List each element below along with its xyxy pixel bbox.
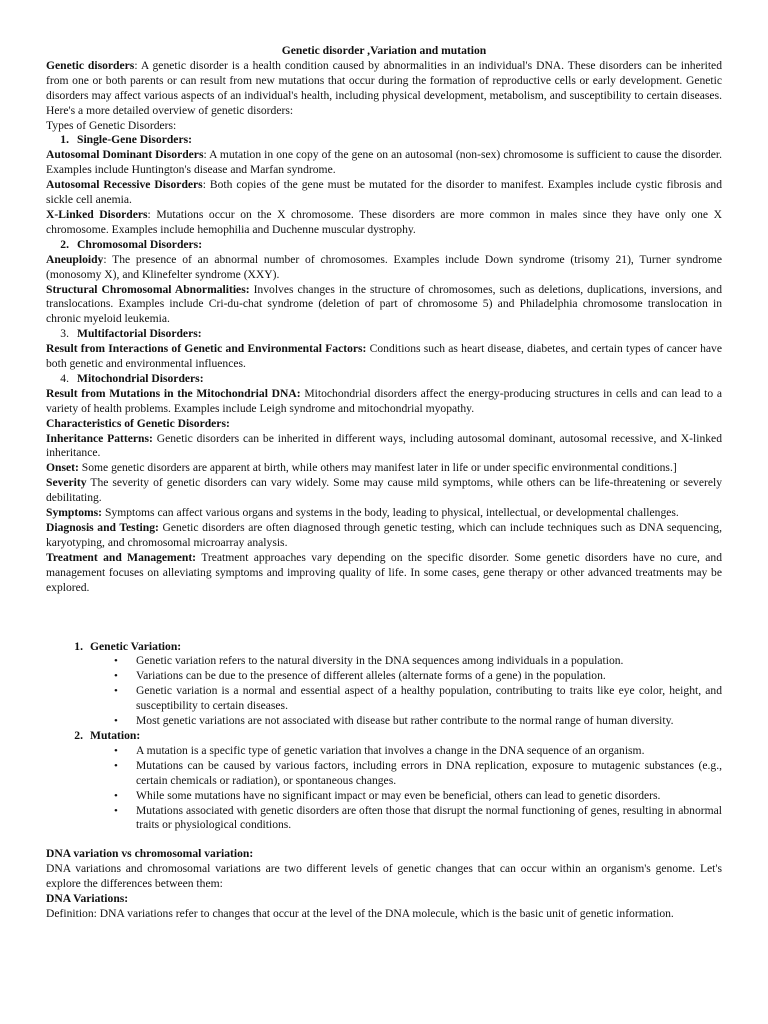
type4-heading	[46, 372, 722, 387]
characteristic-item	[46, 461, 722, 476]
type3-number: 3.	[60, 327, 69, 341]
dna-variations-heading: DNA Variations:	[46, 892, 129, 906]
type4-number: 4.	[60, 371, 69, 385]
type2-label: Chromosomal Disorders:	[77, 237, 203, 251]
type3-item	[46, 342, 722, 372]
type3-item-text: Conditions such as heart disease, diabetes, and certain types of cancer have both genetic and environmental influences.	[46, 342, 722, 371]
characteristic-item	[46, 506, 722, 521]
list-item	[112, 684, 722, 714]
characteristic-item	[46, 432, 722, 462]
type2-item-term: Aneuploidy	[46, 252, 104, 266]
bullet-icon: •	[114, 715, 118, 728]
characteristic-text: Symptoms can affect various organs and systems in the body, leading to physical, intellectual, or developmental challenges.	[102, 506, 679, 520]
bullet-text: Variations can be due to the presence of different alleles (alternate forms of a gene) in the population.	[136, 669, 606, 683]
type3-heading	[46, 327, 722, 342]
list-item	[112, 789, 722, 804]
dna-variations-definition: Definition: DNA variations refer to changes that occur at the level of the DNA molecule, which is the basic unit of genetic information.	[46, 906, 674, 920]
bullet-text: Most genetic variations are not associated with disease but rather contribute to the normal range of human diversity.	[136, 714, 674, 728]
type2-item-text: Involves changes in the structure of chromosomes, such as deletions, duplications, inversions, and translocations. Examples include Cri-du-chat syndrome (deletion of part of chromosome 5) and Philadelphia chromosome translocation in chronic myeloid leukemia.	[46, 282, 722, 326]
bullet-text: Mutations associated with genetic disorders are often those that disrupt the normal functioning of genes, resulting in abnormal traits or physiological conditions.	[136, 803, 722, 832]
type1-item-text: : Both copies of the gene must be mutated for the disorder to manifest. Examples include cystic fibrosis and sickle cell anemia.	[46, 178, 722, 207]
list-item	[112, 744, 722, 759]
characteristic-term: Inheritance Patterns:	[46, 431, 153, 445]
section-spacer	[46, 833, 722, 847]
type1-item	[46, 208, 722, 238]
type2-item-text: : The presence of an abnormal number of chromosomes. Examples include Down syndrome (trisomy 21), Turner syndrome (monosomy X), and Klinefelter syndrome (XXY).	[46, 252, 722, 281]
document-page	[46, 44, 722, 922]
bullet-text: Genetic variation is a normal and essential aspect of a healthy population, contributing to traits like eye color, height, and susceptibility to certain diseases.	[136, 684, 722, 713]
comparison-heading: DNA variation vs chromosomal variation:	[46, 847, 254, 861]
variation-label: Genetic Variation:	[90, 639, 182, 653]
list-item	[112, 759, 722, 789]
section-spacer	[46, 596, 722, 640]
characteristic-term: Symptoms:	[46, 506, 103, 520]
variation-bullet-list	[46, 654, 722, 729]
bullet-text: While some mutations have no significant impact or may even be beneficial, others can lead to genetic disorders.	[136, 788, 661, 802]
type1-item	[46, 178, 722, 208]
type1-number: 1.	[60, 133, 69, 147]
type2-number: 2.	[60, 237, 69, 251]
types-heading: Types of Genetic Disorders:	[46, 118, 177, 132]
intro-term: Genetic disorders	[46, 58, 135, 72]
characteristic-text: The severity of genetic disorders can vary widely. Some may cause mild symptoms, while others can be life-threatening or severely debilitating.	[46, 476, 722, 505]
type4-item	[46, 387, 722, 417]
characteristic-text: Some genetic disorders are apparent at birth, while others may manifest later in life or under specific environmental conditions.]	[78, 461, 677, 475]
type4-item-text: Mitochondrial disorders affect the energy-producing structures in cells and can lead to a variety of health problems. Examples include Leigh syndrome and mitochondrial myopathy.	[46, 386, 722, 415]
characteristic-term: Onset:	[46, 461, 79, 475]
bullet-icon: •	[114, 744, 118, 757]
type1-item-term: Autosomal Recessive Disorders	[46, 178, 203, 192]
type1-heading	[46, 133, 722, 148]
list-item	[112, 654, 722, 669]
bullet-text: A mutation is a specific type of genetic variation that involves a change in the DNA sequence of an organism.	[136, 743, 645, 757]
type1-item-term: Autosomal Dominant Disorders	[46, 148, 204, 162]
type4-item-term: Result from Mutations in the Mitochondrial DNA:	[46, 386, 301, 400]
type4-label: Mitochondrial Disorders:	[77, 371, 204, 385]
bullet-icon: •	[114, 759, 118, 772]
comparison-paragraph: DNA variations and chromosomal variations are two different levels of genetic changes that can occur within an organism's genome. Let's explore the differences between them:	[46, 862, 722, 891]
mutation-number: 2.	[74, 728, 83, 742]
bullet-icon: •	[114, 670, 118, 683]
list-item	[112, 714, 722, 729]
mutation-heading	[46, 729, 722, 744]
characteristic-text: Genetic disorders are often diagnosed through genetic testing, which can include techniques such as DNA sequencing, karyotyping, and chromosomal microarray analysis.	[46, 521, 722, 549]
mutation-bullet-list	[46, 744, 722, 833]
characteristic-term: Severity	[46, 476, 87, 490]
bullet-icon: •	[114, 685, 118, 698]
intro-text: : A genetic disorder is a health condition caused by abnormalities in an individual's DNA. These disorders can be inherited from one or both parents or can result from new mutations that occur during the formation of reproductive cells or early development. Genetic disorders may affect various aspects of an individual's health, including physical development, metabolism, and susceptibility to certain diseases. Here's a more detailed overview of genetic disorders:	[46, 58, 722, 117]
bullet-text: Genetic variation refers to the natural diversity in the DNA sequences among individuals in a population.	[136, 654, 624, 668]
bullet-text: Mutations can be caused by various factors, including errors in DNA replication, exposure to mutagenic substances (e.g., certain chemicals or radiation), or spontaneous changes.	[136, 758, 722, 787]
type1-item-term: X-Linked Disorders	[46, 207, 148, 221]
type1-item	[46, 148, 722, 178]
intro-paragraph	[46, 59, 722, 119]
bullet-icon: •	[114, 789, 118, 802]
characteristic-item	[46, 521, 722, 551]
characteristic-text: Genetic disorders can be inherited in different ways, including autosomal dominant, autosomal recessive, and X-linked inheritance.	[46, 431, 722, 460]
variation-number: 1.	[74, 639, 83, 653]
type3-label: Multifactorial Disorders:	[77, 327, 202, 341]
type1-item-text: : Mutations occur on the X chromosome. These disorders are more common in males since they have only one X chromosome. Examples include hemophilia and Duchenne muscular dystrophy.	[46, 207, 722, 236]
type2-item-term: Structural Chromosomal Abnormalities:	[46, 282, 250, 296]
type3-item-term: Result from Interactions of Genetic and Environmental Factors:	[46, 342, 367, 356]
list-item	[112, 804, 722, 834]
characteristic-term: Diagnosis and Testing:	[46, 521, 159, 534]
characteristic-text: Treatment approaches vary depending on the specific disorder. Some genetic disorders have no cure, and management focuses on alleviating symptoms and improving quality of life. In some cases, gene therapy or other advanced treatments may be explored.	[46, 550, 722, 594]
characteristic-term: Treatment and Management:	[46, 550, 197, 564]
characteristic-item	[46, 476, 722, 506]
type2-item	[46, 283, 722, 328]
bullet-icon: •	[114, 804, 118, 817]
characteristics-heading: Characteristics of Genetic Disorders:	[46, 416, 230, 430]
list-item	[112, 669, 722, 684]
mutation-label: Mutation:	[90, 728, 141, 742]
type1-item-text: : A mutation in one copy of the gene on an autosomal (non-sex) chromosome is sufficient to cause the disorder. Examples include Huntington's disease and Marfan syndrome.	[46, 148, 723, 177]
variation-heading	[46, 640, 722, 655]
type2-item	[46, 253, 722, 283]
type1-label: Single-Gene Disorders:	[77, 133, 192, 147]
bullet-icon: •	[114, 655, 118, 668]
characteristic-item	[46, 551, 722, 596]
type2-heading	[46, 238, 722, 253]
document-title: Genetic disorder ,Variation and mutation	[281, 44, 487, 57]
